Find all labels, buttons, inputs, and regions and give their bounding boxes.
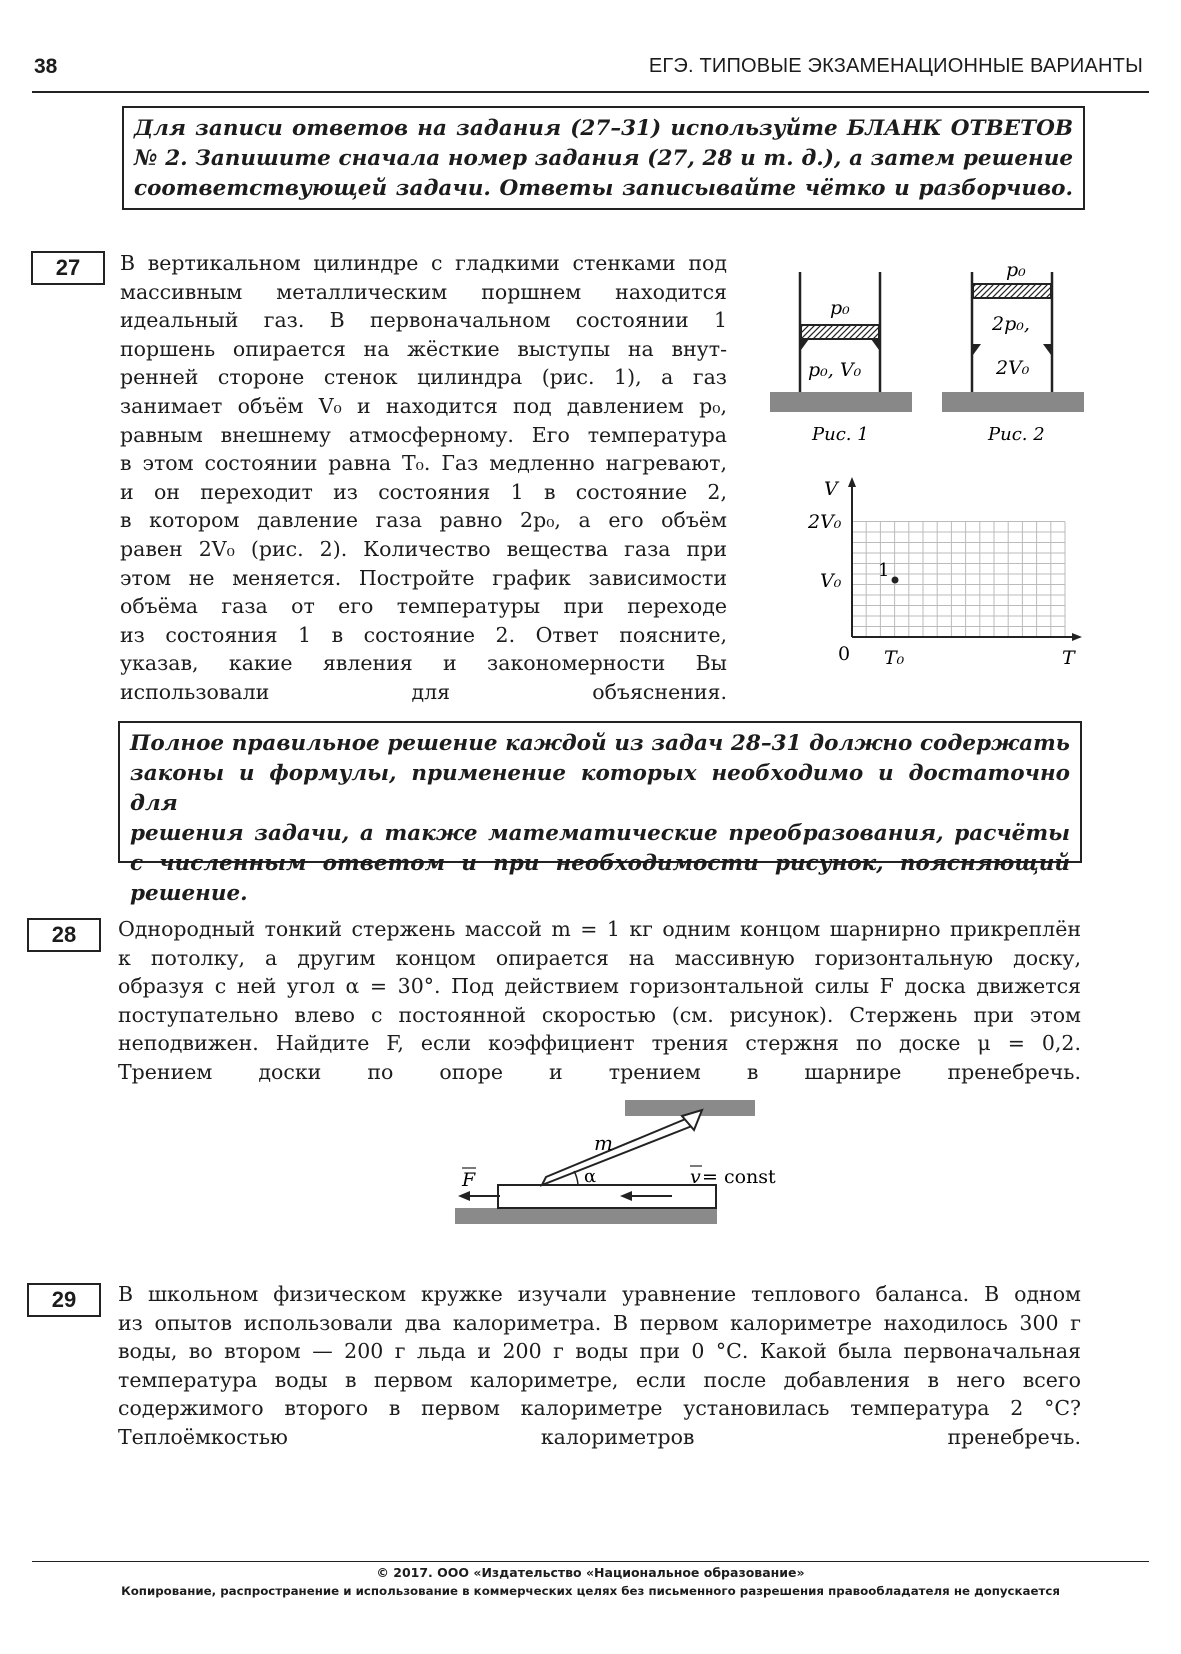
question-number-27: 27 — [31, 251, 105, 285]
question-27-text — [120, 249, 727, 707]
stop-right — [1043, 344, 1051, 355]
y-axis-arrow-icon — [848, 477, 856, 487]
text-line: объёма газа от его температуры при переходе — [120, 594, 727, 619]
footer-rule — [32, 1561, 1149, 1562]
running-header: ЕГЭ. ТИПОВЫЕ ЭКЗАМЕНАЦИОННЫЕ ВАРИАНТЫ — [648, 55, 1143, 77]
piston — [801, 325, 879, 339]
text-line: равным внешнему атмосферному. Его температура — [120, 422, 727, 447]
text-line: температура воды в первом калориметре, если после добавления в него всего — [118, 1367, 1081, 1392]
text-line: к потолку, а другим концом опирается на массивную горизонтальную доску, — [118, 945, 1081, 970]
origin-label: 0 — [838, 643, 851, 665]
text-line: Теплоёмкостью калориметров пренебречь. — [118, 1424, 1081, 1449]
fig2-v-inside: 2V₀ — [996, 357, 1030, 379]
fig2-p-outside: p₀ — [1006, 259, 1026, 281]
ground — [942, 392, 1084, 412]
question-29-text — [118, 1280, 1081, 1452]
text-line: Трением доски по опоре и трением в шарнире пренебречь. — [118, 1059, 1081, 1084]
support — [455, 1208, 717, 1224]
fig2-caption: Рис. 2 — [988, 424, 1045, 445]
question-number-29: 29 — [27, 1283, 101, 1317]
solution-criteria-box — [118, 721, 1082, 906]
text-line: В школьном физическом кружке изучали уравнение теплового баланса. В одном — [118, 1282, 1081, 1306]
text-line: Однородный тонкий стержень массой m = 1 кг одним концом шарнирно прикреплён — [118, 917, 1081, 941]
text-line: образуя с ней угол α = 30°. Под действием горизонтальной силы F доска движется — [118, 974, 1081, 999]
x-axis-arrow-icon — [1072, 633, 1082, 641]
y-axis-label: V — [824, 478, 838, 500]
page-number: 38 — [34, 55, 58, 78]
velocity-text: = const — [702, 1166, 776, 1188]
vt-graph — [800, 472, 1090, 682]
text-line: массивным металлическим поршнем находится — [120, 279, 727, 304]
text-line: равен 2V₀ (рис. 2). Количество вещества газа при — [120, 536, 727, 561]
rod-figure — [450, 1090, 790, 1230]
instruction-line: Для записи ответов на задания (27–31) используйте БЛАНК ОТВЕТОВ — [134, 116, 1073, 141]
text-line: в котором давление газа равно 2p₀, а его объём — [120, 508, 727, 533]
y-tick-v0: V₀ — [820, 570, 842, 592]
stop-left — [801, 339, 809, 350]
criteria-line: законы и формулы, применение которых необходимо и достаточно для — [130, 761, 1070, 816]
footer-copyright: © 2017. ООО «Издательство «Национальное образование» — [376, 1565, 805, 1580]
piston — [973, 284, 1051, 298]
question-28-text — [118, 915, 1081, 1087]
figure-2 — [942, 259, 1084, 445]
text-line: воды, во втором — 200 г льда и 200 г воды при 0 °С. Какой была первоначальная — [118, 1339, 1081, 1364]
text-line: неподвижен. Найдите F, если коэффициент трения стержня по доске μ = 0,2. — [118, 1031, 1081, 1056]
velocity-label: v — [690, 1166, 701, 1188]
text-line: содержимого второго в первом калориметре установилась температура 2 °С? — [118, 1396, 1081, 1421]
instruction-line: соответствующей задачи. Ответы записывайте чётко и разборчиво. — [134, 176, 1073, 201]
point-label-1: 1 — [878, 560, 890, 581]
criteria-line: решение. — [130, 881, 248, 906]
angle-label: α — [584, 1166, 597, 1187]
board — [498, 1185, 716, 1208]
x-tick-t0: T₀ — [884, 647, 905, 669]
x-axis-label: T — [1062, 647, 1075, 669]
stop-left — [973, 344, 981, 355]
text-line: использовали для объяснения. — [120, 679, 727, 704]
text-line: и он переходит из состояния 1 в состояние 2, — [120, 479, 727, 504]
figure-1 — [770, 272, 912, 445]
state-1-point — [892, 577, 899, 584]
text-line: из состояния 1 в состояние 2. Ответ поясните, — [120, 622, 727, 647]
text-line: идеальный газ. В первоначальном состоянии 1 — [120, 308, 727, 333]
text-line: поршень опирается на жёсткие выступы на внут- — [120, 336, 727, 361]
rod — [542, 1118, 692, 1185]
mass-label: m — [594, 1131, 613, 1155]
cylinder-figures — [768, 252, 1088, 452]
footer-notice: Копирование, распространение и использование в коммерческих целях без письменного разрешения правообладателя не допускается — [121, 1584, 1060, 1598]
force-arrow-icon — [458, 1191, 470, 1201]
instruction-line: № 2. Запишите сначала номер задания (27, 28 и т. д.), а затем решение — [134, 146, 1073, 171]
text-line: ренней стороне стенок цилиндра (рис. 1), а газ — [120, 365, 727, 390]
instruction-box — [122, 106, 1085, 210]
fig1-p-inside: p₀, V₀ — [808, 359, 862, 381]
text-line: этом не меняется. Постройте график зависимости — [120, 565, 727, 590]
text-line: В вертикальном цилиндре с гладкими стенками под — [120, 251, 727, 275]
fig2-p-inside: 2p₀, — [992, 313, 1030, 335]
text-line: занимает объём V₀ и находится под давлением p₀, — [120, 393, 727, 418]
force-label: F — [462, 1169, 476, 1191]
criteria-line: решения задачи, а также математические преобразования, расчёты — [130, 821, 1070, 846]
stop-right — [871, 339, 879, 350]
header-rule — [32, 91, 1149, 93]
y-tick-2v0: 2V₀ — [808, 511, 842, 533]
fig1-p-outside: p₀ — [830, 297, 850, 319]
fig1-caption: Рис. 1 — [812, 424, 869, 445]
text-line: указав, какие явления и закономерности Вы — [120, 651, 727, 676]
text-line: поступательно влево с постоянной скоростью (см. рисунок). Стержень при этом — [118, 1002, 1081, 1027]
text-line: в этом состоянии равна T₀. Газ медленно нагревают, — [120, 451, 727, 476]
criteria-line: с численным ответом и при необходимости рисунок, поясняющий — [130, 851, 1070, 876]
question-number-28: 28 — [27, 918, 101, 952]
text-line: из опытов использовали два калориметра. В первом калориметре находилось 300 г — [118, 1310, 1081, 1335]
criteria-line: Полное правильное решение каждой из задач 28–31 должно содержать — [130, 731, 1070, 756]
ground — [770, 392, 912, 412]
